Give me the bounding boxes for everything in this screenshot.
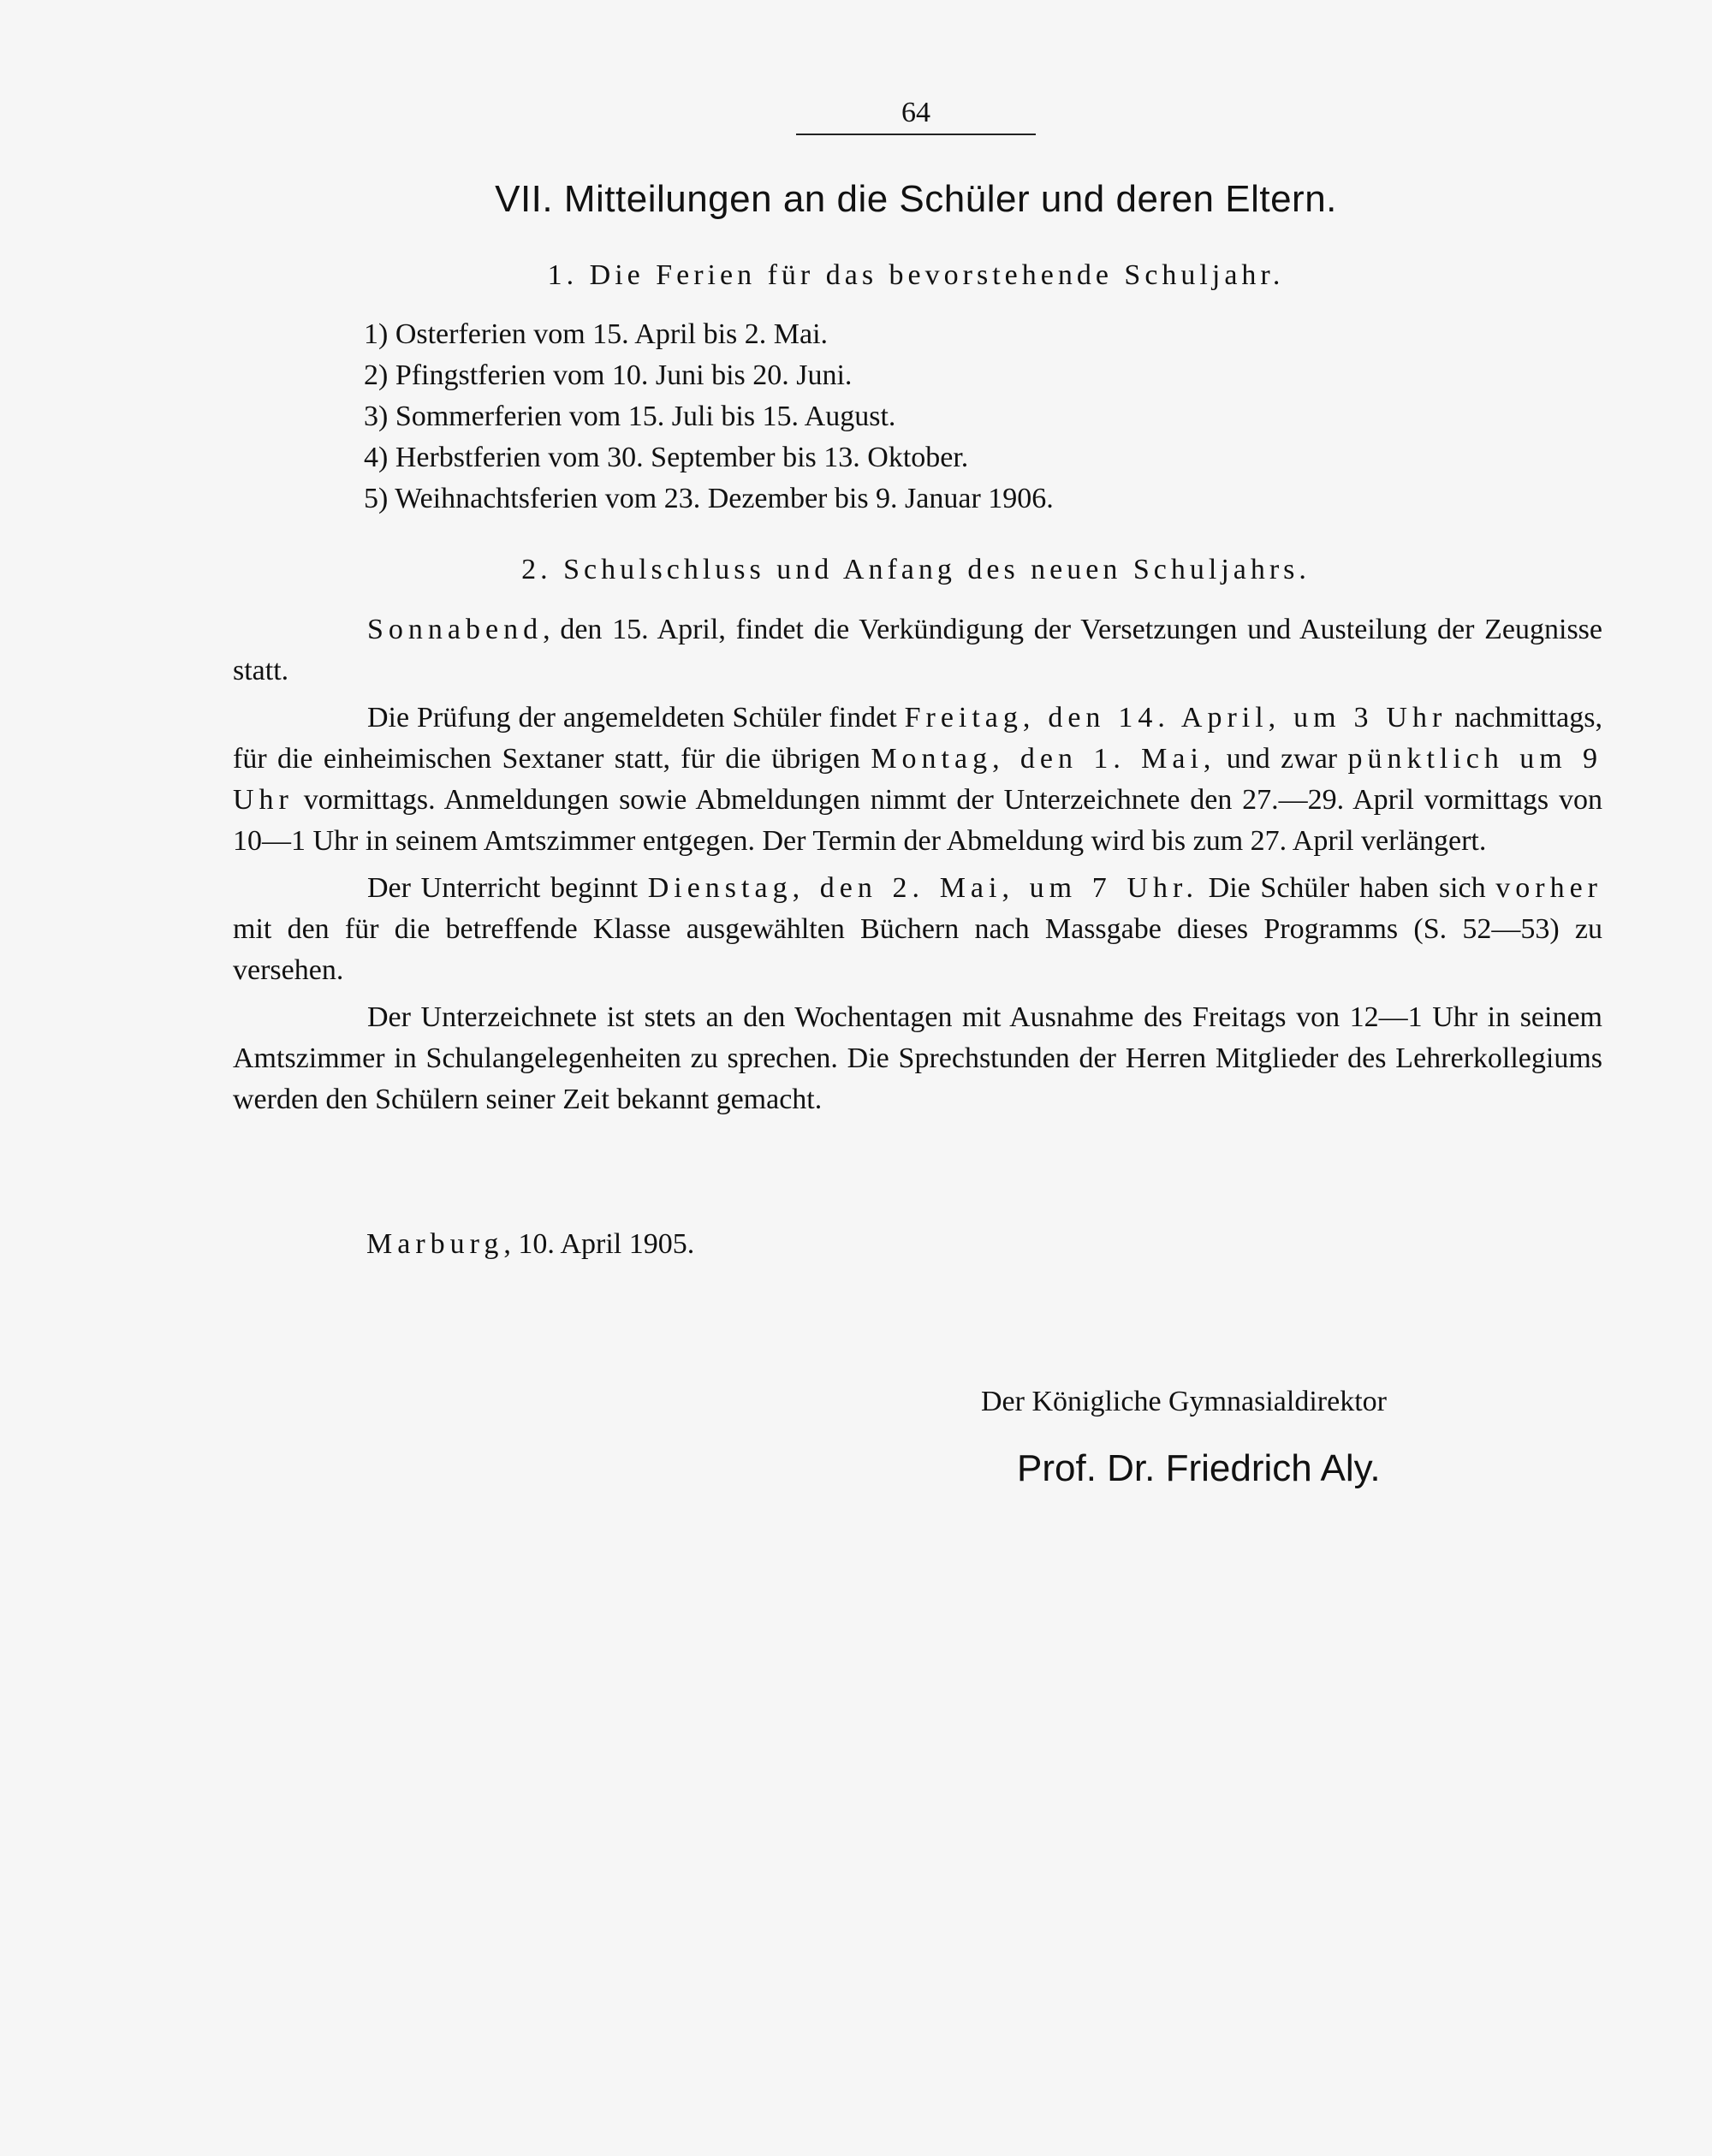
chapter-heading: VII. Mitteilungen an die Schüler und deren Eltern.	[495, 178, 1337, 220]
holiday-item-easter: 1) Osterferien vom 15. April bis 2. Mai.	[364, 318, 829, 350]
holiday-item-autumn: 4) Herbstferien vom 30. September bis 13. Oktober.	[364, 442, 969, 473]
page-number: 64	[901, 97, 930, 128]
emphasis-saturday: Sonnabend	[367, 614, 544, 645]
closing-date: , 10. April 1905.	[503, 1228, 695, 1260]
emphasis-punctual: pünktlich um 9 Uhr	[233, 743, 1602, 816]
signatory-title: Der Königliche Gymnasialdirektor	[981, 1386, 1387, 1417]
section-heading-holidays: 1. Die Ferien für das bevorstehende Schuljahr.	[547, 259, 1285, 291]
emphasis-exam-date: Freitag, den 14. April, um 3 Uhr	[904, 702, 1447, 734]
place-date-line	[366, 1224, 694, 1265]
page-number-rule	[796, 134, 1036, 135]
paragraph-office-hours: Der Unterzeichnete ist stets an den Wochentagen mit Ausnahme des Freitags von 12—1 Uhr in seinem Amtszimmer in Schulangelegenheiten zu sprechen. Die Sprechstunden der Herren Mitglieder des Lehrerkollegiums werden den Schülern seiner Zeit bekannt gemacht.	[233, 1001, 1602, 1115]
holiday-item-summer: 3) Sommerferien vom 15. Juli bis 15. August.	[364, 401, 896, 432]
holiday-item-pentecost: 2) Pfingstferien vom 10. Juni bis 20. Juni.	[364, 359, 853, 391]
emphasis-monday-date: Montag, den 1. Mai,	[871, 743, 1216, 775]
section-body	[233, 609, 1602, 1126]
holiday-list	[364, 314, 1391, 520]
holiday-item-christmas: 5) Weihnachtsferien vom 23. Dezember bis 9. Januar 1906.	[364, 483, 1054, 514]
emphasis-beforehand: vorher	[1495, 872, 1603, 904]
paragraph-lessons-start: Der Unterricht beginnt Dienstag, den 2. Mai, um 7 Uhr. Die Schüler haben sich vorher mit den für die betreffende Klasse ausgewählten Büchern nach Massgabe dieses Programms (S. 52—53) zu versehen.	[233, 872, 1603, 986]
paragraph-report-day: Sonnabend, den 15. April, findet die Verkündigung der Versetzungen und Austeilung der Zeugnisse statt.	[233, 614, 1602, 686]
section-heading-school-year: 2. Schulschluss und Anfang des neuen Schuljahrs.	[521, 554, 1311, 585]
paragraph-examination: Die Prüfung der angemeldeten Schüler findet Freitag, den 14. April, um 3 Uhr nachmittags, für die einheimischen Sextaner statt, für die übrigen Montag, den 1. Mai, und zwar pünktlich um 9 Uhr vormittags. Anmeldungen sowie Abmeldungen nimmt der Unterzeichnete den 27.—29. April vormittags von 10—1 Uhr in seinem Amtszimmer entgegen. Der Termin der Abmeldung wird bis zum 27. April verlängert.	[233, 702, 1602, 857]
place-name: Marburg	[366, 1228, 504, 1260]
emphasis-tuesday-date: Dienstag, den 2. Mai, um 7 Uhr.	[647, 872, 1198, 904]
signatory-name: Prof. Dr. Friedrich Aly.	[1017, 1447, 1381, 1489]
